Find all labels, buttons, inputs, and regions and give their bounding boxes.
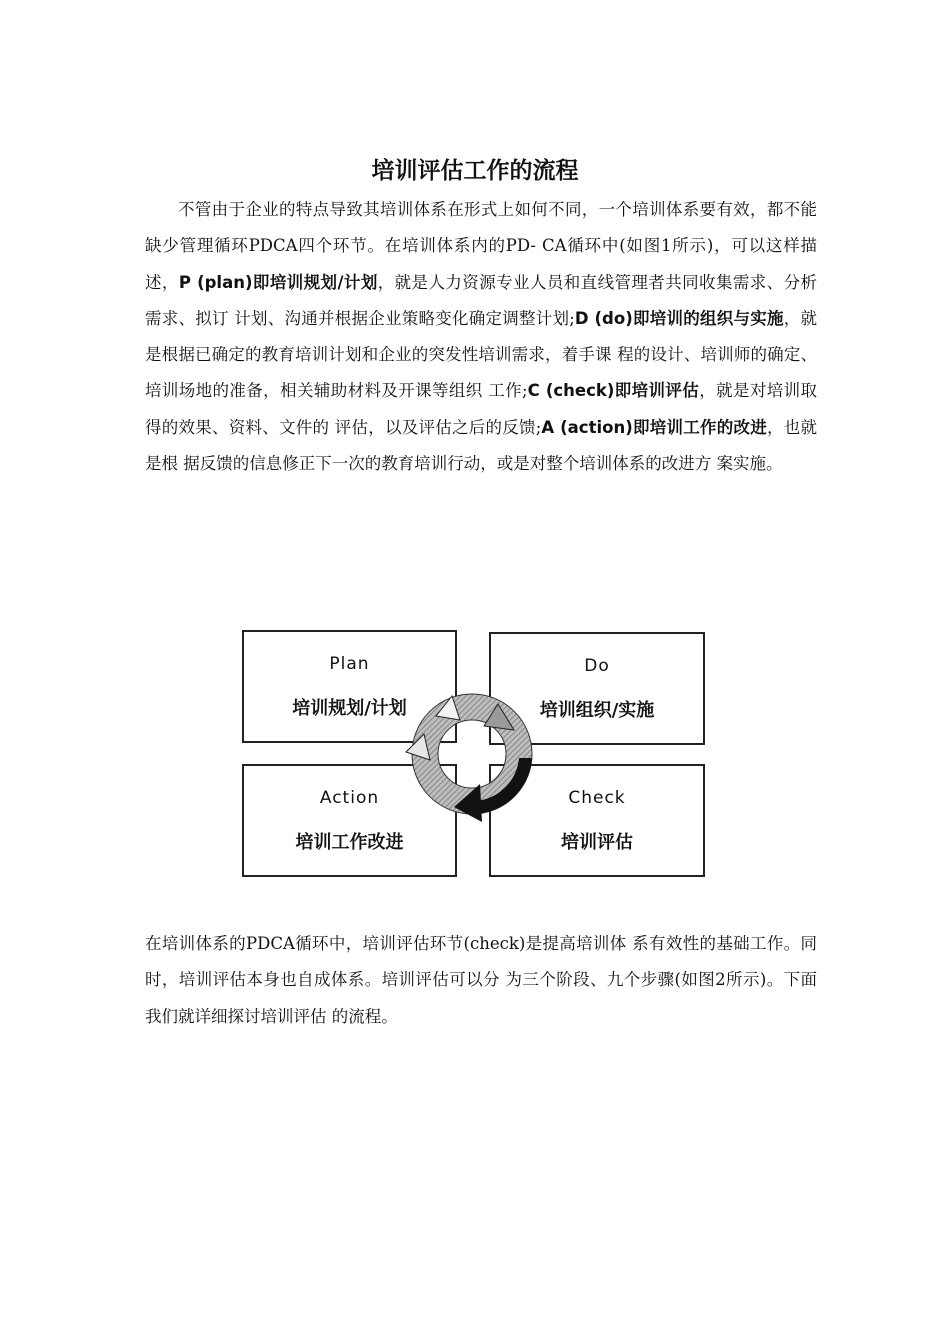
do-definition: D (do)即培训的组织与实施	[574, 308, 784, 328]
second-paragraph: 在培训体系的PDCA循环中，培训评估环节(check)是提高培训体 系有效性的基础工作。同时，培训评估本身也自成体系。培训评估可以分 为三个阶段、九个步骤(如图2所示)。下面我们就详细探讨培训评估 的流程。	[145, 934, 817, 1026]
intro-paragraph	[145, 192, 817, 482]
do-label: Do	[584, 656, 610, 676]
intro-text-3: ，就是根据已确定的教育培训计划和企业的突发性培训需求，着手课 程的设计、培训师的确定、培训场地的准备，相关辅助材料及开课等组织 工作;	[145, 308, 818, 401]
plan-caption: 培训规划/计划	[292, 698, 407, 719]
action-label: Action	[319, 788, 380, 808]
pdca-diagram	[242, 630, 705, 878]
cycle-arrows-icon	[402, 686, 542, 822]
intro-text-2: ，就是人力资源专业人员和直线管理者共同收集需求、分析需求、拟订 计划、沟通并根据企业策略变化确定调整计划;	[145, 272, 818, 328]
intro-text-5: ，也就是根 据反馈的信息修正下一次的教育培训行动，或是对整个培训体系的改进方 案实施。	[145, 417, 818, 474]
do-caption: 培训组织/实施	[539, 700, 655, 721]
action-caption: 培训工作改进	[295, 832, 404, 853]
check-caption: 培训评估	[561, 832, 633, 853]
plan-definition: P (plan)即培训规划/计划	[178, 272, 378, 292]
plan-label: Plan	[329, 654, 370, 674]
check-label: Check	[568, 788, 626, 808]
intro-text-1: 不管由于企业的特点导致其培训体系在形式上如何不同，一个培训体系要有效，都不能缺少管理循环PDCA四个环节。在培训体系内的PD- CA循环中(如图1所示)，可以这样描述，	[145, 200, 817, 292]
action-definition: A (action)即培训工作的改进	[541, 417, 767, 437]
check-definition: C (check)即培训评估	[527, 381, 700, 401]
intro-text-4: ，就是对培训取得的效果、资料、文件的 评估，以及评估之后的反馈;	[145, 381, 817, 437]
document-title: 培训评估工作的流程	[371, 158, 579, 184]
